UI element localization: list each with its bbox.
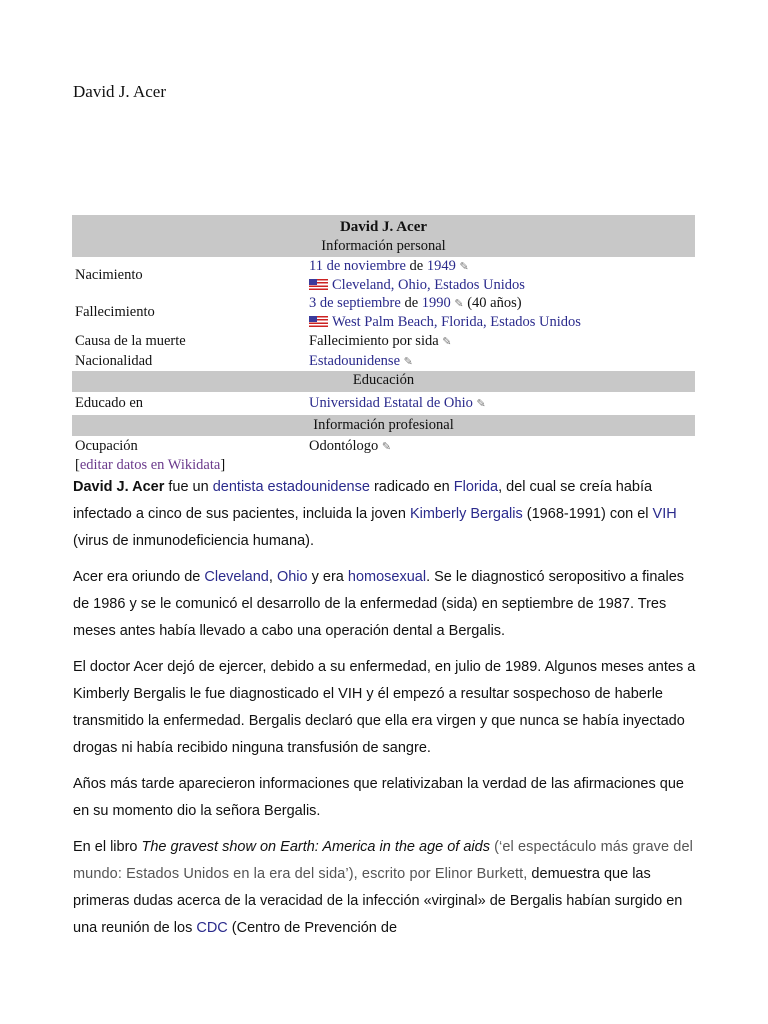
- infobox: [72, 215, 695, 474]
- birth-row: [72, 257, 695, 293]
- occupation-value: Odontólogo: [309, 437, 379, 454]
- pencil-icon[interactable]: ✎: [476, 397, 486, 410]
- book-translation: (‘el espectáculo más grave del mundo: Estados Unidos en la era del sida’), escrito por Elinor Burkett,: [73, 839, 693, 882]
- edit-bracket-close: ]: [220, 457, 226, 473]
- link-cdc[interactable]: CDC: [196, 920, 228, 936]
- link-cleveland[interactable]: Cleveland: [204, 569, 269, 585]
- occupation-label: Ocupación: [75, 438, 138, 454]
- birth-date-link[interactable]: 11 de noviembre: [309, 257, 406, 274]
- paragraph-2: [73, 564, 701, 645]
- paragraph-1: [73, 474, 701, 555]
- edit-wikidata-link[interactable]: editar datos en Wikidata: [79, 457, 221, 473]
- text: y era: [307, 569, 348, 585]
- birth-place-link[interactable]: Cleveland, Ohio, Estados Unidos: [332, 276, 525, 293]
- document-title: David J. Acer: [73, 82, 167, 101]
- educated-link[interactable]: Universidad Estatal de Ohio: [309, 394, 473, 411]
- link-kimberly-bergalis[interactable]: Kimberly Bergalis: [409, 506, 523, 522]
- birth-year-link[interactable]: 1949: [426, 257, 456, 274]
- pencil-icon[interactable]: ✎: [454, 297, 464, 310]
- text: ,: [268, 569, 277, 585]
- article-body: [73, 474, 701, 951]
- text: radicado en: [369, 479, 454, 495]
- educated-row: [72, 392, 695, 414]
- cause-label: Causa de la muerte: [75, 333, 186, 349]
- edit-wikidata: [72, 456, 695, 474]
- link-florida[interactable]: Florida: [453, 479, 499, 495]
- occupation-row: [72, 436, 695, 456]
- pencil-icon[interactable]: ✎: [442, 335, 452, 348]
- nationality-label: Nacionalidad: [75, 353, 153, 369]
- text: Acer era oriundo de: [73, 569, 205, 585]
- book-title: The gravest show on Earth: America in the age of aids: [141, 839, 490, 855]
- text: (virus de inmunodeficiencia humana).: [73, 533, 314, 549]
- nationality-link[interactable]: Estadounidense: [309, 352, 401, 369]
- death-date-link[interactable]: 3 de septiembre: [309, 294, 401, 311]
- death-place-link[interactable]: West Palm Beach, Florida, Estados Unidos: [332, 313, 581, 330]
- death-value: [309, 294, 695, 331]
- text: . Se le diagnosticó seropositivo a finales de 1986 y se le comunicó el desarrollo de la enfermedad (sida) en septiembre de 1987. Tres meses antes había llevado a cabo una operación dental a Bergalis.: [73, 569, 685, 639]
- pencil-icon[interactable]: ✎: [403, 355, 413, 368]
- link-vih[interactable]: VIH: [652, 506, 677, 522]
- death-de: de: [400, 294, 422, 311]
- paragraph-5: [73, 834, 701, 942]
- birth-de: de: [405, 257, 427, 274]
- section-education: Educación: [72, 371, 695, 392]
- text: , del cual se creía había infectado a cinco de sus pacientes, incluida la joven: [73, 479, 653, 522]
- section-personal-info: Información personal: [72, 237, 695, 257]
- death-year-link[interactable]: 1990: [421, 294, 451, 311]
- text: (Centro de Prevención de: [227, 920, 398, 936]
- edit-bracket-open: [: [75, 457, 80, 473]
- text: demuestra que las primeras dudas acerca de la veracidad de la infección «virginal» de Bergalis habían surgido en una reunión de los: [73, 866, 683, 936]
- birth-label: Nacimiento: [75, 267, 143, 283]
- link-ohio[interactable]: Ohio: [276, 569, 308, 585]
- pencil-icon[interactable]: ✎: [381, 440, 392, 453]
- cause-row: [72, 331, 695, 351]
- text: En el libro: [73, 839, 142, 855]
- section-professional: Información profesional: [72, 415, 695, 436]
- birth-value: [309, 257, 695, 294]
- us-flag-icon: [309, 316, 328, 327]
- paragraph-4: Años más tarde aparecieron informaciones que relativizaban la verdad de las afirmaciones que en su momento dio la señora Bergalis.: [73, 776, 684, 819]
- infobox-title: David J. Acer: [72, 215, 695, 237]
- link-dentista[interactable]: dentista estadounidense: [212, 479, 370, 495]
- text: fue un: [164, 479, 213, 495]
- death-age: (40 años): [463, 294, 522, 311]
- text: (1968-1991) con el: [522, 506, 653, 522]
- educated-label: Educado en: [75, 395, 144, 411]
- subject-name: David J. Acer: [73, 479, 165, 495]
- death-label: Fallecimiento: [75, 304, 155, 320]
- death-row: [72, 293, 695, 331]
- paragraph-3: El doctor Acer dejó de ejercer, debido a su enfermedad, en julio de 1989. Algunos meses antes a Kimberly Bergalis le fue diagnosticado el VIH y él empezó a resultar sospechoso de haberle transmitido la enfermedad. Bergalis declaró que ella era virgen y que nunca se había inyectado drogas ni había recibido ninguna transfusión de sangre.: [73, 659, 696, 756]
- nationality-row: [72, 351, 695, 371]
- us-flag-icon: [309, 279, 328, 290]
- link-homosexual[interactable]: homosexual: [347, 569, 427, 585]
- pencil-icon[interactable]: ✎: [459, 260, 469, 273]
- cause-value: Fallecimiento por sida: [309, 332, 439, 349]
